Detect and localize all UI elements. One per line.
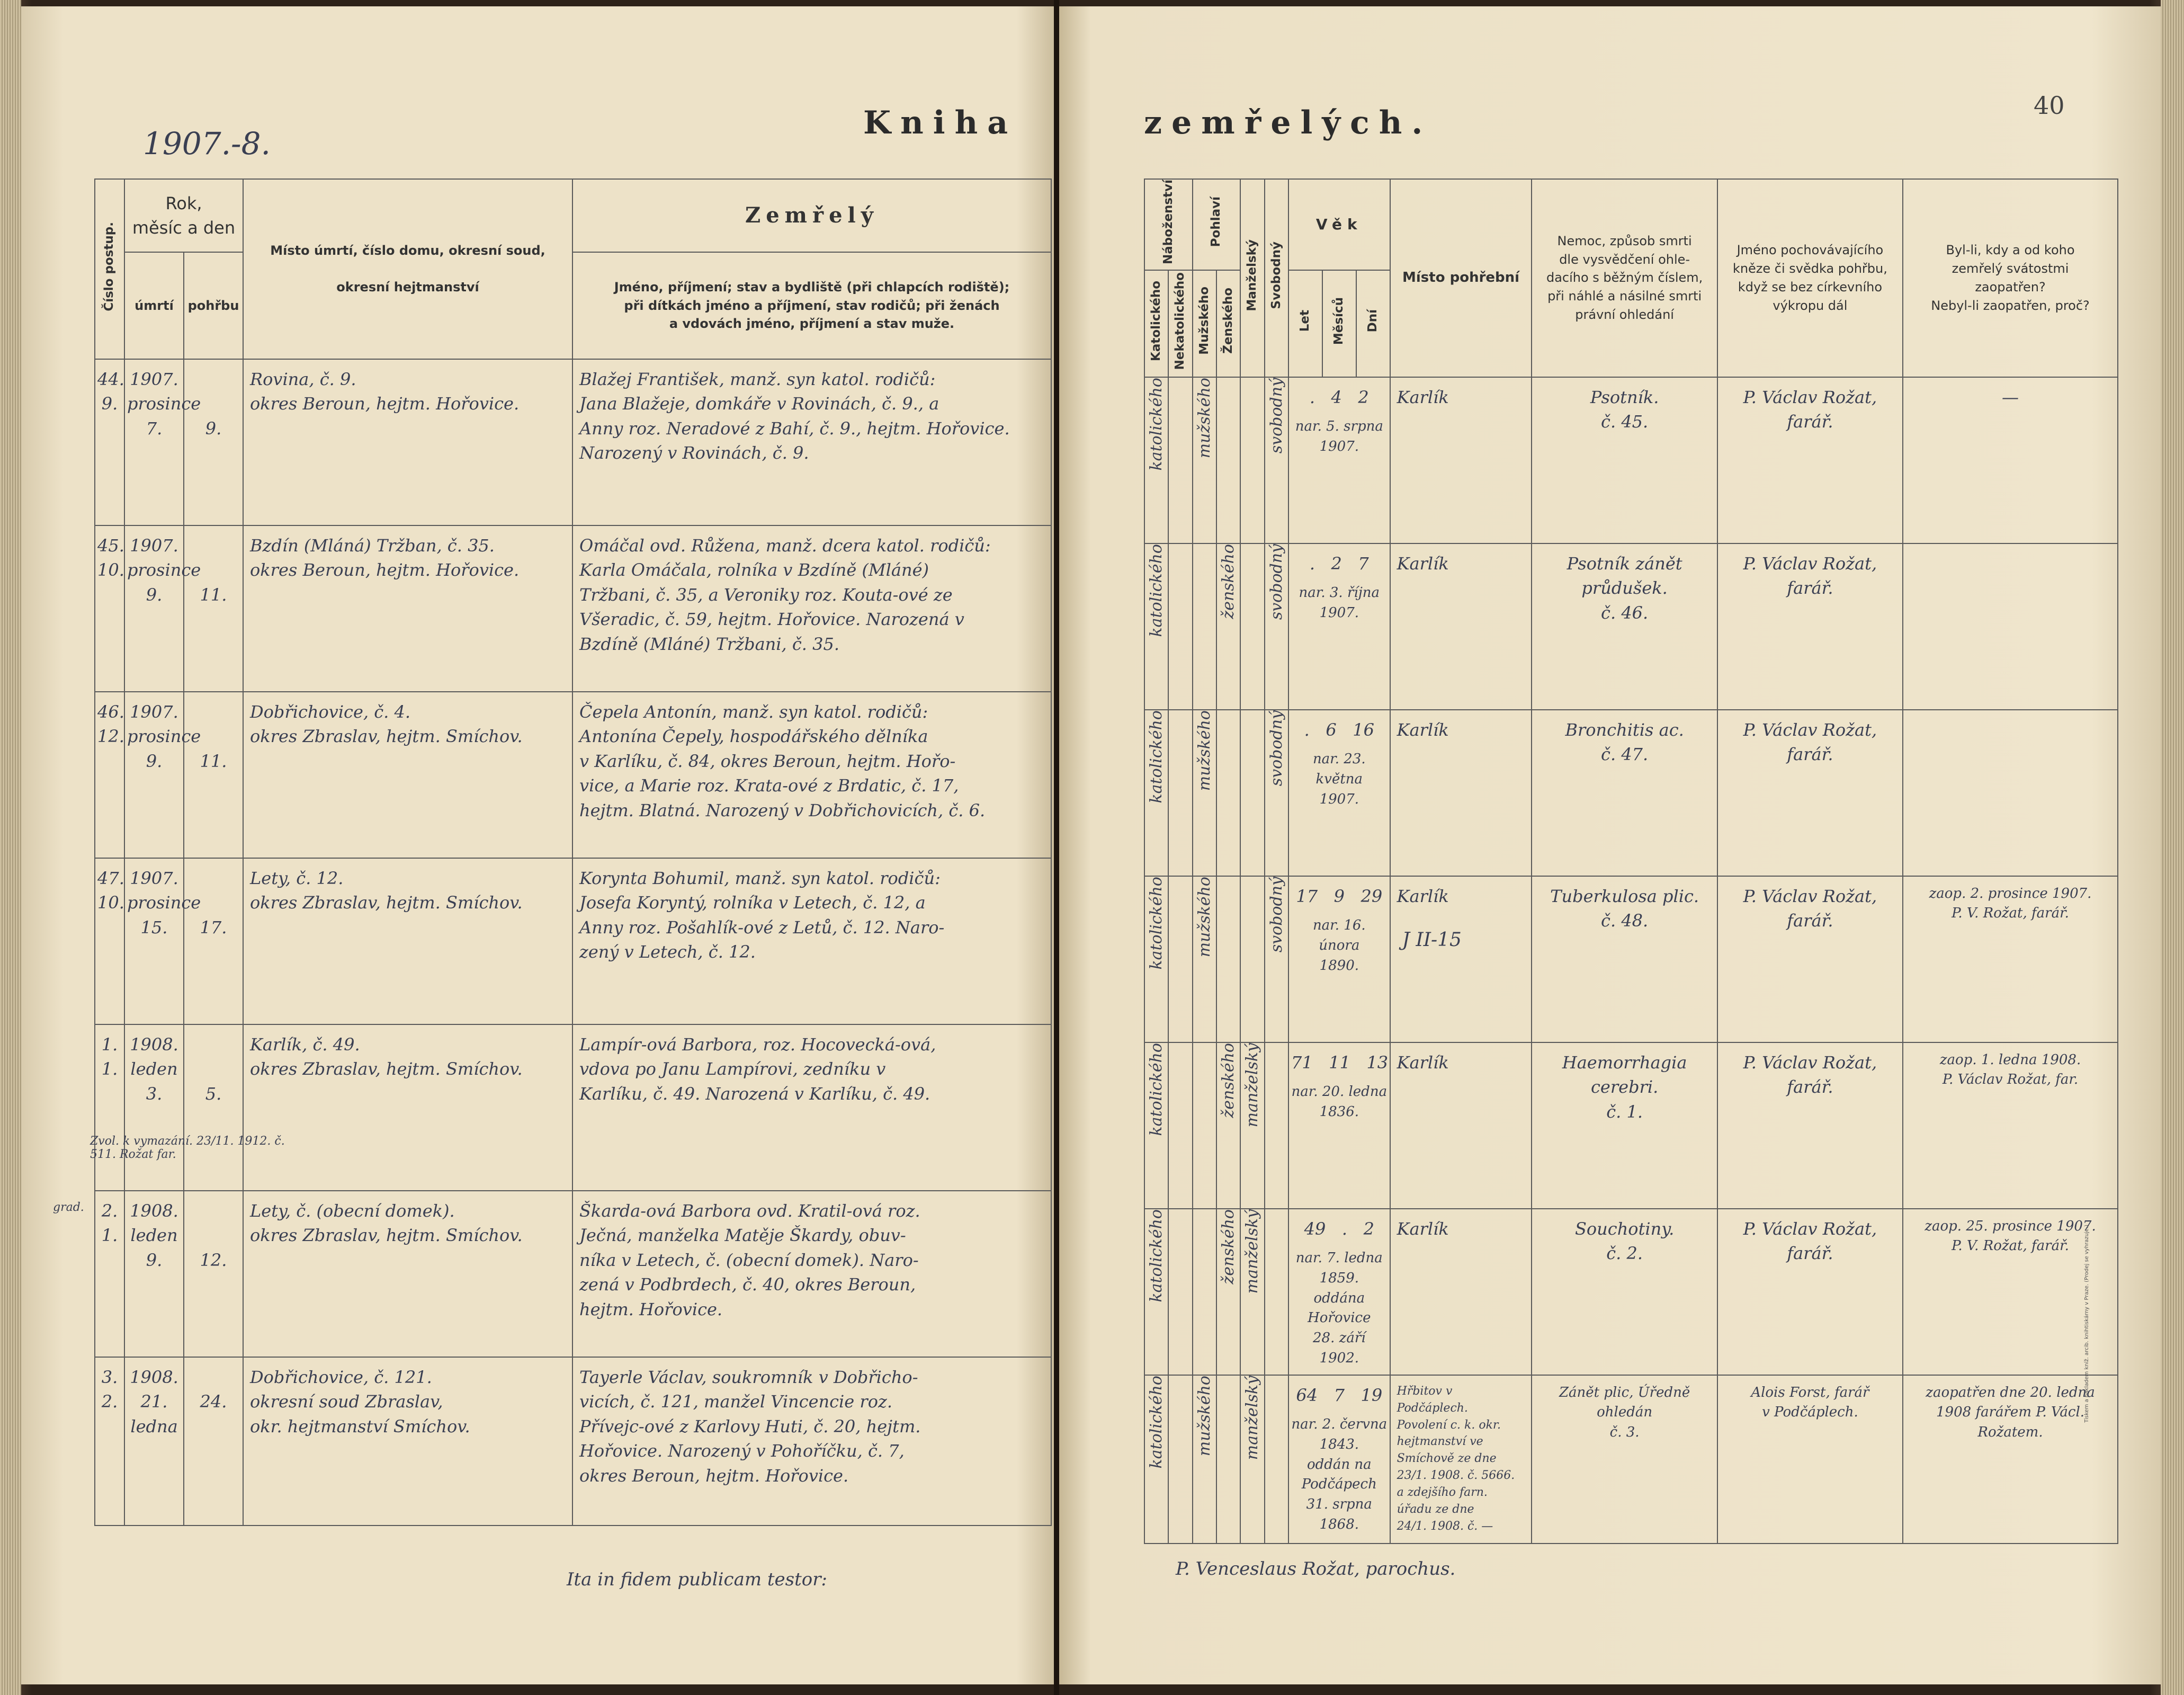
birth-date: nar. 16. února 1890. — [1312, 917, 1366, 974]
age-days: 13 — [1366, 1052, 1389, 1073]
header-sex: Pohlaví — [1193, 179, 1241, 270]
death-date: 1908. leden 3. — [130, 1034, 178, 1104]
place-of-death: Dobřichovice, č. 4. okres Zbraslav, hejtm. Smíchov. — [250, 702, 523, 747]
header-priest: Jméno pochovávajícího kněze či svědka pohřbu, když se bez církevního výkropu dál — [1717, 179, 1903, 377]
illness: Tuberkulosa plic. č. 48. — [1550, 886, 1699, 931]
age-months: 6 — [1326, 719, 1337, 740]
header-male: Mužského — [1193, 270, 1216, 377]
book-title-left: Kniha — [863, 104, 1018, 141]
burial-place: Karlík — [1397, 1218, 1449, 1239]
sex-female: ženského — [1219, 1042, 1238, 1118]
margin-note-left: grad. — [53, 1201, 84, 1214]
age-years: . — [1304, 719, 1310, 740]
burial-date: 9. — [205, 418, 222, 439]
age-months: . — [1341, 1218, 1348, 1239]
table-row — [1144, 1209, 2118, 1375]
age-months: 4 — [1331, 387, 1342, 407]
sacraments: zaopatřen dne 20. ledna 1908 farářem P. Václ. Rožatem. — [1926, 1384, 2095, 1441]
header-months: Měsíců — [1322, 270, 1356, 377]
header-place-of-death: Místo úmrtí, číslo domu, okresní soud, okresní hejtmanství — [243, 179, 572, 359]
illness: Bronchitis ac. č. 47. — [1565, 719, 1684, 765]
age-years: . — [1309, 387, 1315, 407]
header-female: Ženského — [1216, 270, 1240, 377]
priest: P. Václav Rožat, farář. — [1743, 1052, 1877, 1098]
sacraments: zaop. 2. prosince 1907. P. V. Rožat, farář. — [1929, 885, 2092, 922]
sacraments — [1903, 544, 2117, 551]
age-days: 19 — [1360, 1385, 1383, 1405]
deceased-details: Tayerle Václav, soukromník v Dobřicho- vicích, č. 121, manžel Vincencie roz. Přívejc-ové z Karlovy Huti, č. 20, hejtm. Hořovice. Narozený v Pohoříčku, č. 7, okres Beroun, hejtm. Hořovice. — [579, 1367, 921, 1486]
header-catholic: Katolického — [1144, 270, 1168, 377]
place-of-death: Rovina, č. 9. okres Beroun, hejtm. Hořovice. — [250, 369, 520, 414]
priest: P. Václav Rožat, farář. — [1743, 387, 1877, 432]
header-single: Svobodný — [1265, 179, 1288, 377]
table-row — [1144, 543, 2118, 710]
row-number: 47. 10. — [97, 868, 124, 913]
age-years: 17 — [1296, 886, 1318, 906]
age-months: 9 — [1333, 886, 1345, 906]
header-burial-place: Místo pohřební — [1390, 179, 1532, 377]
burial-date: 17. — [200, 917, 227, 938]
header-illness: Nemoc, způsob smrti dle vysvědčení ohle- dacího s běžným číslem, při náhlé a násilné smrti právní ohledání — [1532, 179, 1717, 377]
deceased-details: Čepela Antonín, manž. syn katol. rodičů: Antonína Čepely, hospodářského dělníka v Karlíku, č. 84, okres Beroun, hejtm. Hořo- vice, a Marie roz. Krata-ové z Brdatic, č. 17, hejtm. Blatná. Narozený v Dobřichovicích, č. 6. — [579, 702, 986, 820]
header-years: Let — [1288, 270, 1322, 377]
illness: Psotník. č. 45. — [1590, 387, 1659, 432]
priest: P. Václav Rožat, farář. — [1743, 553, 1877, 599]
burial-place: Karlík — [1397, 387, 1449, 407]
deceased-details: Škarda-ová Barbora ovd. Kratil-ová roz. Ječná, manželka Matěje Škardy, obuv- níka v Letech, č. (obecní domek). Naro- zená v Podbrdech, č. 40, okres Beroun, hejtm. Hořovice. — [579, 1201, 920, 1319]
marital-status: svobodný — [1267, 876, 1286, 952]
marital-status: svobodný — [1267, 543, 1286, 620]
illness: Souchotiny. č. 2. — [1574, 1218, 1675, 1264]
place-of-death: Karlík, č. 49. okres Zbraslav, hejtm. Smíchov. — [250, 1034, 523, 1080]
birth-date: nar. 2. června 1843. oddán na Podčápech 31. srpna 1868. — [1291, 1416, 1388, 1532]
age-years: 49 — [1304, 1218, 1326, 1239]
death-date: 1908. leden 9. — [130, 1201, 178, 1270]
row-number: 46. 12. — [97, 702, 124, 747]
religion: katolického — [1147, 377, 1166, 471]
illness: Zánět plic, Úředně ohledán č. 3. — [1559, 1384, 1690, 1441]
sex-male: mužského — [1195, 876, 1214, 958]
burial-date: 12. — [200, 1250, 227, 1270]
header-religion: Náboženství — [1144, 179, 1193, 270]
burial-date: 11. — [200, 584, 227, 605]
marital-status: svobodný — [1267, 377, 1286, 453]
sex-female: ženského — [1219, 1209, 1238, 1284]
burial-place: Hřbitov v Podčáplech. Povolení c. k. okr. hejtmanství ve Smíchově ze dne 23/1. 1908. č. 5666. a zdejšího farn. úřadu ze dne 24/1. 1908. č. — — [1397, 1384, 1515, 1533]
header-noncatholic: Nekatolického — [1168, 270, 1192, 377]
place-of-death: Bzdín (Mláná) Tržban, č. 35. okres Beroun, hejtm. Hořovice. — [250, 536, 520, 581]
row-number: 44. 9. — [97, 369, 124, 414]
table-row — [1144, 1375, 2118, 1544]
age-years: 71 — [1291, 1052, 1313, 1073]
birth-date: nar. 3. října 1907. — [1299, 585, 1380, 621]
burial-date: 5. — [205, 1083, 222, 1104]
religion: katolického — [1147, 1375, 1166, 1469]
deceased-details: Omáčal ovd. Růžena, manž. dcera katol. rodičů: Karla Omáčala, rolníka v Bzdíně (Mláné) Tržbani, č. 35, a Veroniky roz. Kouta-ové ze Všeradic, č. 59, hejtm. Hořovice. Narozená v Bzdíně (Mláné) Tržbani, č. 35. — [579, 536, 991, 654]
burial-place: Karlík — [1397, 886, 1449, 906]
header-deceased-desc: Jméno, příjmení; stav a bydliště (při chlapcích rodiště); při dítkách jméno a příjmení, stav rodičů; při ženách a vdovách jméno, příjmení a stav muže. — [572, 252, 1051, 359]
age-days: 2 — [1358, 387, 1369, 407]
deceased-details: Lampír-ová Barbora, roz. Hocovecká-ová, vdova po Janu Lampírovi, zedníku v Karlíku, č. 49. Narozená v Karlíku, č. 49. — [579, 1034, 936, 1104]
page-edges-right — [2161, 0, 2184, 1695]
signature-right: P. Venceslaus Rožat, parochus. — [1176, 1558, 1456, 1580]
burial-date: 11. — [200, 751, 227, 771]
illness: Psotník zánět průdušek. č. 46. — [1567, 553, 1682, 623]
birth-date: nar. 23. května 1907. — [1312, 751, 1366, 807]
archive-stamp: J II-15 — [1402, 929, 1462, 951]
burial-date: 24. — [200, 1391, 227, 1412]
row-number: 2. 1. — [101, 1201, 118, 1246]
marital-status: manželský — [1243, 1375, 1262, 1460]
sacraments: zaop. 25. prosince 1907. P. V. Rožat, farář. — [1925, 1218, 2096, 1254]
place-of-death: Lety, č. 12. okres Zbraslav, hejtm. Smíchov. — [250, 868, 523, 913]
age-days: 29 — [1360, 886, 1383, 906]
page-number: 40 — [2034, 91, 2065, 120]
row-number: 45. 10. — [97, 536, 124, 581]
header-year: Rok, měsíc a den — [124, 179, 243, 252]
deceased-details: Blažej František, manž. syn katol. rodičů: Jana Blažeje, domkáře v Rovinách, č. 9., a Anny roz. Neradové z Bahí, č. 9., hejtm. Hořovice. Narozený v Rovinách, č. 9. — [579, 369, 1010, 463]
header-burial-date: pohřbu — [184, 252, 243, 359]
burial-place: Karlík — [1397, 1052, 1449, 1073]
page-edges-left — [0, 0, 21, 1695]
religion: katolického — [1147, 1209, 1166, 1303]
religion: katolického — [1147, 876, 1166, 970]
place-of-death: Dobřichovice, č. 121. okresní soud Zbraslav, okr. hejtmanství Smíchov. — [250, 1367, 470, 1437]
table-row — [1144, 1042, 2118, 1209]
age-years: 64 — [1296, 1385, 1318, 1405]
religion: katolického — [1147, 543, 1166, 637]
signature-left: Ita in fidem publicam testor: — [567, 1569, 827, 1590]
row-annotation: Zvol. k vymazání. 23/11. 1912. č. 511. Rožat far. — [90, 1135, 285, 1161]
priest: P. Václav Rožat, farář. — [1743, 886, 1877, 931]
sex-male: mužského — [1195, 1375, 1214, 1457]
age-months: 7 — [1333, 1385, 1345, 1405]
header-age: Věk — [1288, 179, 1390, 270]
register-table-right — [1144, 179, 2118, 1544]
priest: P. Václav Rožat, farář. — [1743, 1218, 1877, 1264]
birth-date: nar. 20. ledna 1836. — [1291, 1084, 1388, 1120]
header-deceased: Zemřelý — [572, 179, 1051, 252]
sex-male: mužského — [1195, 710, 1214, 791]
age-days: 16 — [1353, 719, 1374, 740]
header-married: Manželský — [1240, 179, 1264, 377]
marital-status: svobodný — [1267, 710, 1286, 786]
register-table-left — [94, 179, 1052, 1526]
religion: katolického — [1147, 1042, 1166, 1136]
illness: Haemorrhagia cerebri. č. 1. — [1562, 1052, 1687, 1122]
header-number: Číslo postup. — [95, 179, 124, 359]
religion: katolického — [1147, 710, 1166, 804]
marital-status: manželský — [1243, 1042, 1262, 1128]
table-row — [95, 1357, 1051, 1526]
birth-date: nar. 7. ledna 1859. oddána Hořovice 28. září 1902. — [1295, 1250, 1383, 1366]
sacraments — [1903, 710, 2117, 718]
row-number: 3. 2. — [101, 1367, 118, 1412]
left-page — [21, 6, 1054, 1684]
header-days: Dní — [1356, 270, 1390, 377]
death-date: 1907. prosince 7. — [127, 369, 201, 439]
death-date: 1907. prosince 9. — [127, 536, 201, 605]
sex-female: ženského — [1219, 543, 1238, 619]
priest: Alois Forst, farář v Podčáplech. — [1751, 1384, 1869, 1421]
age-days: 2 — [1363, 1218, 1374, 1239]
table-row — [95, 692, 1051, 858]
table-row — [95, 1024, 1051, 1191]
birth-date: nar. 5. srpna 1907. — [1295, 418, 1383, 454]
age-months: 2 — [1331, 553, 1342, 574]
header-sacraments: Byl-li, kdy a od koho zemřelý svátostmi zaopatřen? Nebyl-li zaopatřen, proč? — [1903, 179, 2118, 377]
sacraments: — — [2002, 387, 2019, 407]
right-page — [1059, 6, 2161, 1684]
death-date: 1908. 21. ledna — [130, 1367, 178, 1437]
table-row — [1144, 710, 2118, 876]
header-death-date: úmrtí — [124, 252, 184, 359]
age-months: 11 — [1329, 1052, 1350, 1073]
table-row — [95, 359, 1051, 525]
sacraments: zaop. 1. ledna 1908. P. Václav Rožat, far. — [1939, 1051, 2081, 1088]
place-of-death: Lety, č. (obecní domek). okres Zbraslav, hejtm. Smíchov. — [250, 1201, 523, 1246]
table-row — [1144, 876, 2118, 1042]
book-gutter — [1054, 0, 1059, 1695]
table-row — [95, 525, 1051, 692]
deceased-details: Korynta Bohumil, manž. syn katol. rodičů: Josefa Koryntý, rolníka v Letech, č. 12, a Anny roz. Pošahlík-ové z Letů, č. 12. Naro- zený v Letech, č. 12. — [579, 868, 945, 962]
death-date: 1907. prosince 15. — [127, 868, 201, 938]
age-days: 7 — [1358, 553, 1369, 574]
sex-male: mužského — [1195, 377, 1214, 459]
printer-imprint: Tiskem a nákladem kníž. arcib. knihtiskárny v Praze. (Prodej se vyhrazuje.) — [2084, 1225, 2090, 1423]
year-note: 1907.-8. — [143, 126, 271, 162]
death-date: 1907. prosince 9. — [127, 702, 201, 771]
row-number: 1. 1. — [101, 1034, 118, 1080]
table-row — [95, 1191, 1051, 1357]
burial-place: Karlík — [1397, 553, 1449, 574]
priest: P. Václav Rožat, farář. — [1743, 719, 1877, 765]
burial-place: Karlík — [1397, 719, 1449, 740]
book-title-right: zemřelých. — [1144, 104, 1433, 141]
table-row — [95, 858, 1051, 1024]
age-years: . — [1309, 553, 1315, 574]
marital-status: manželský — [1243, 1209, 1262, 1294]
table-row — [1144, 377, 2118, 543]
